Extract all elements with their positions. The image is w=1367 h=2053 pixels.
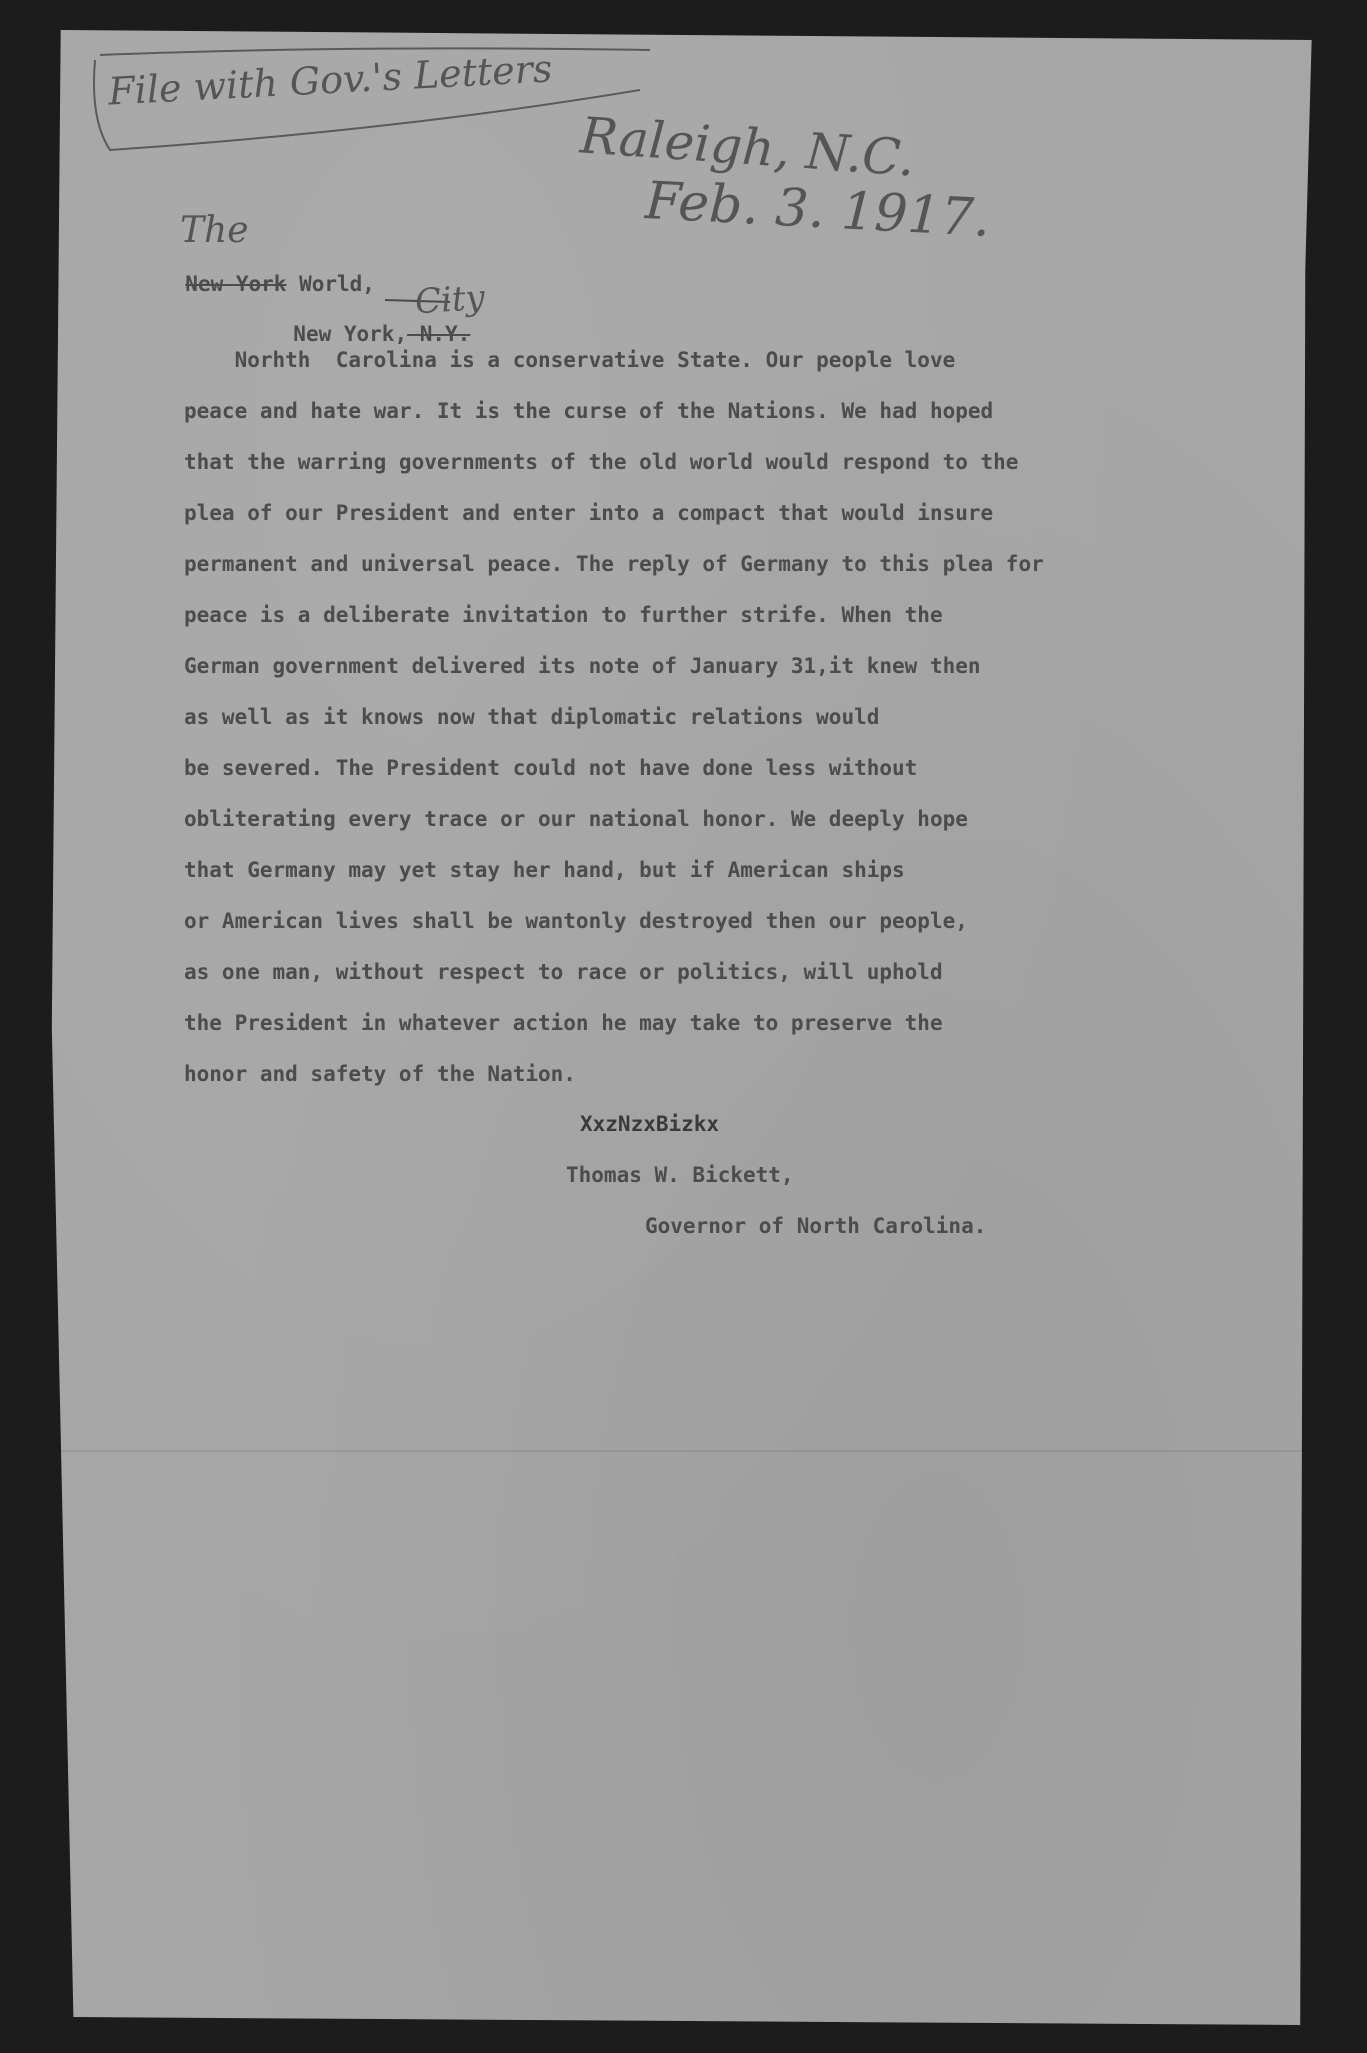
struck-state: N.Y. — [407, 322, 471, 346]
body-line: obliterating every trace or our national honor. We deeply hope — [184, 807, 968, 831]
address-line-2 — [268, 298, 470, 346]
address-world: World, — [286, 272, 375, 296]
address-city: New York, — [293, 322, 408, 346]
filing-note: File with Gov.'s Letters — [107, 46, 554, 114]
body-line: that Germany may yet stay her hand, but if American ships — [184, 858, 905, 882]
body-line: as one man, without respect to race or politics, will uphold — [184, 960, 943, 984]
struck-signature: XxzNzxBizkx — [580, 1112, 720, 1136]
body-line: German government delivered its note of January 31,it knew then — [184, 654, 981, 678]
signatory-name: Thomas W. Bickett, — [566, 1163, 794, 1187]
body-line: or American lives shall be wantonly destroyed then our people, — [184, 909, 968, 933]
body-line: Norhth Carolina is a conservative State. Our people love — [184, 348, 956, 372]
address-line-1 — [160, 248, 375, 296]
place-notation: Raleigh, N.C. — [578, 106, 917, 188]
city-correction: City — [413, 277, 487, 323]
body-line: peace is a deliberate invitation to further strife. When the — [184, 603, 943, 627]
body-line: as well as it knows now that diplomatic relations would — [184, 705, 880, 729]
body-line: honor and safety of the Nation. — [184, 1062, 576, 1086]
body-line: plea of our President and enter into a compact that would insure — [184, 501, 994, 525]
body-line: permanent and universal peace. The reply of Germany to this plea for — [184, 552, 1044, 576]
struck-new-york: New York — [185, 272, 287, 296]
body-line: be severed. The President could not have done less without — [184, 756, 918, 780]
body-line: the President in whatever action he may take to preserve the — [184, 1011, 943, 1035]
signatory-title: Governor of North Carolina. — [645, 1214, 987, 1238]
date-notation: Feb. 3. 1917. — [643, 171, 992, 249]
body-line: peace and hate war. It is the curse of the Nations. We had hoped — [184, 399, 994, 423]
body-line: that the warring governments of the old world would respond to the — [184, 450, 1019, 474]
the-correction: The — [180, 210, 249, 251]
